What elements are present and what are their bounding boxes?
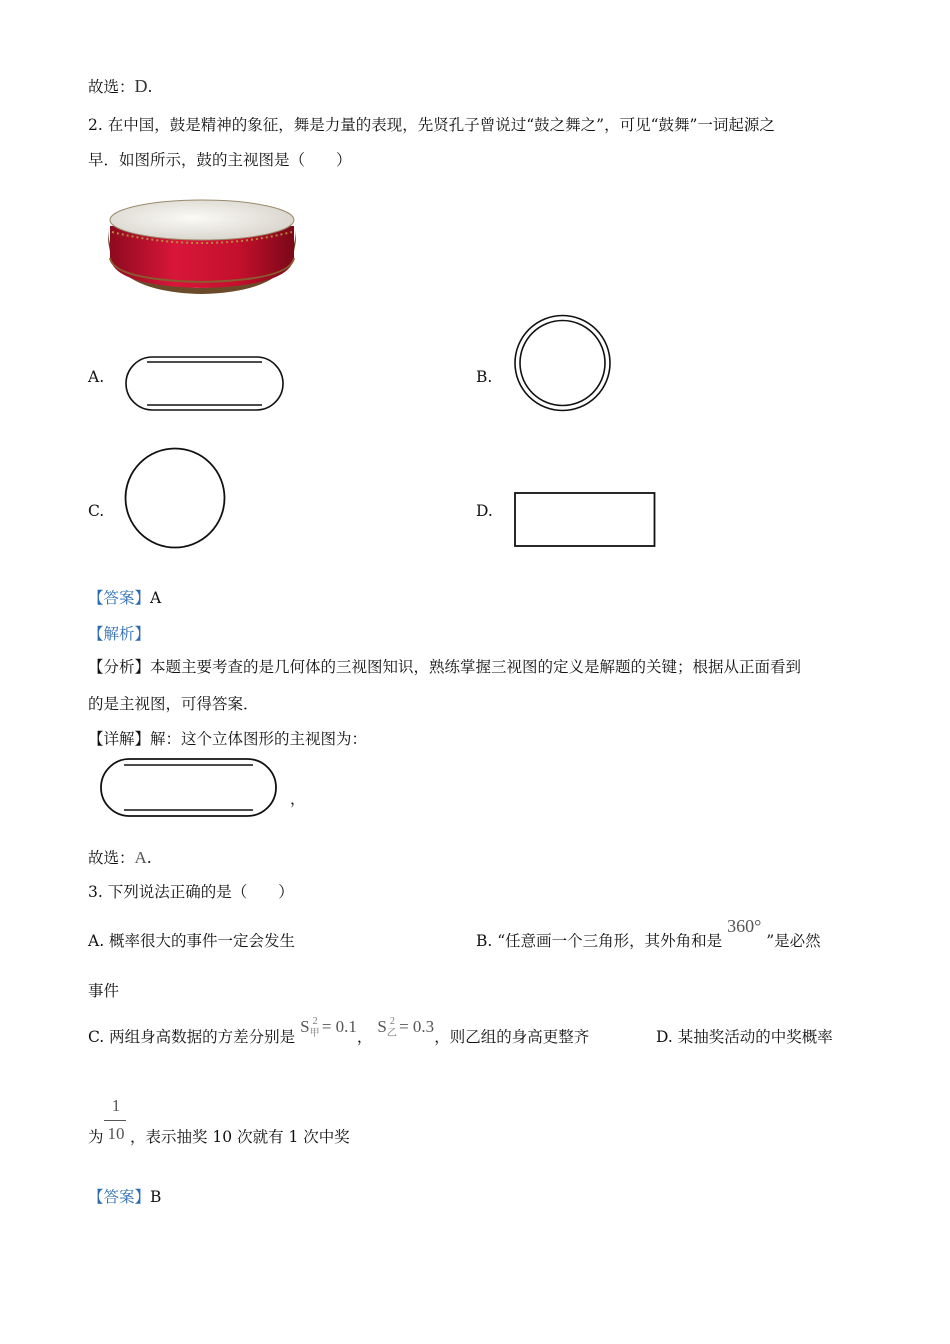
q2-stem-text1: 在中国，鼓是精神的象征，舞是力量的表现，先贤孔子曾说过“鼓之舞之”，可见“鼓舞”一词起源之 bbox=[107, 116, 775, 134]
q3-option-c-post: ，则乙组的身高更整齐 bbox=[434, 1028, 590, 1046]
q3-option-d-post: ，表示抽奖 10 次就有 1 次中奖 bbox=[130, 1128, 350, 1146]
q2-fenxi-text1: 本题主要考查的是几何体的三视图知识，熟练掌握三视图的定义是解题的关键；根据从正面看到 bbox=[150, 658, 802, 676]
q3-answer bbox=[88, 1185, 161, 1207]
q2-option-a-figure bbox=[125, 356, 285, 412]
drum-image bbox=[104, 196, 300, 296]
prev-conclusion bbox=[88, 75, 152, 97]
q2-fenxi-tag: 【分析】 bbox=[88, 658, 151, 676]
q2-analysis-tag: 【解析】 bbox=[88, 625, 151, 643]
q2-option-b-label: B. bbox=[476, 368, 493, 386]
q3-option-d: D. 某抽奖活动的中奖概率 bbox=[656, 1028, 833, 1046]
q2-conclusion bbox=[88, 846, 152, 868]
q3-number: 3. bbox=[88, 883, 103, 901]
q2-fenxi-line1 bbox=[88, 655, 801, 677]
q3-fraction-numerator: 1 bbox=[111, 1096, 121, 1115]
q2-solution-comma: ， bbox=[290, 790, 306, 808]
q3-fraction-denominator: 10 bbox=[107, 1124, 125, 1143]
q2-answer bbox=[88, 586, 161, 608]
q2-conclusion-tail: . bbox=[146, 849, 152, 867]
q3-option-b-cont: 事件 bbox=[88, 982, 120, 1000]
q3-stem bbox=[88, 880, 294, 902]
q3-option-b-math: 360° bbox=[727, 916, 762, 936]
q3-option-c-sep: ， bbox=[356, 1028, 373, 1046]
q2-fenxi-line2: 的是主视图，可得答案． bbox=[88, 695, 259, 713]
q2-option-b-figure bbox=[513, 314, 613, 412]
q3-option-c bbox=[88, 1016, 590, 1049]
q2-number: 2. bbox=[88, 116, 103, 134]
q3-answer-value: B bbox=[150, 1188, 162, 1206]
q2-xiangjie-tag: 【详解】 bbox=[88, 730, 151, 748]
q3-math2-sup: 2 bbox=[389, 1016, 395, 1027]
q2-answer-value: A bbox=[150, 589, 162, 607]
q3-option-c-pre: C. 两组身高数据的方差分别是 bbox=[88, 1028, 296, 1046]
q3-math2-sub: 乙 bbox=[386, 1028, 397, 1039]
q2-answer-tag: 【答案】 bbox=[88, 589, 151, 607]
q3-option-d-pre: 为 bbox=[88, 1128, 104, 1146]
q3-option-a: A. 概率很大的事件一定会发生 bbox=[88, 932, 296, 950]
q3-answer-tag: 【答案】 bbox=[88, 1188, 151, 1206]
q2-solution-figure bbox=[100, 758, 278, 818]
q3-fraction-bar bbox=[104, 1120, 126, 1121]
prev-conclusion-label: 故选： bbox=[88, 78, 135, 96]
q2-stem-line2: 早．如图所示，鼓的主视图是（ ） bbox=[88, 151, 352, 169]
q3-math1-base: S bbox=[300, 1017, 310, 1036]
q3-math2-base: S bbox=[377, 1017, 387, 1036]
q3-math2-val: = 0.3 bbox=[399, 1017, 435, 1036]
q3-math1-val: = 0.1 bbox=[321, 1017, 357, 1036]
q2-stem-line1 bbox=[88, 113, 775, 135]
prev-conclusion-choice: D bbox=[134, 76, 148, 96]
q2-option-c-figure bbox=[123, 447, 227, 549]
q3-option-c-math1 bbox=[300, 1016, 357, 1039]
q3-option-b bbox=[476, 916, 821, 951]
prev-conclusion-tail: . bbox=[147, 78, 153, 96]
q3-option-b-pre: B. “任意画一个三角形，其外角和是 bbox=[476, 932, 723, 950]
q3-math1-sub: 甲 bbox=[309, 1028, 320, 1039]
q3-stem-text: 下列说法正确的是（ ） bbox=[107, 883, 294, 901]
q2-conclusion-choice: A bbox=[134, 848, 147, 867]
q2-xiangjie bbox=[88, 727, 367, 749]
q3-math1-sup: 2 bbox=[312, 1016, 318, 1027]
q2-option-a-label: A. bbox=[88, 368, 105, 386]
q3-option-b-post: ”是必然 bbox=[766, 932, 821, 950]
q2-conclusion-label: 故选： bbox=[88, 849, 135, 867]
q3-option-c-math2 bbox=[377, 1016, 435, 1039]
q2-option-d-label: D. bbox=[476, 502, 493, 520]
q2-option-c-label: C. bbox=[88, 502, 105, 520]
q2-option-d-figure bbox=[514, 492, 656, 548]
q2-xiangjie-text: 解：这个立体图形的主视图为： bbox=[150, 730, 368, 748]
